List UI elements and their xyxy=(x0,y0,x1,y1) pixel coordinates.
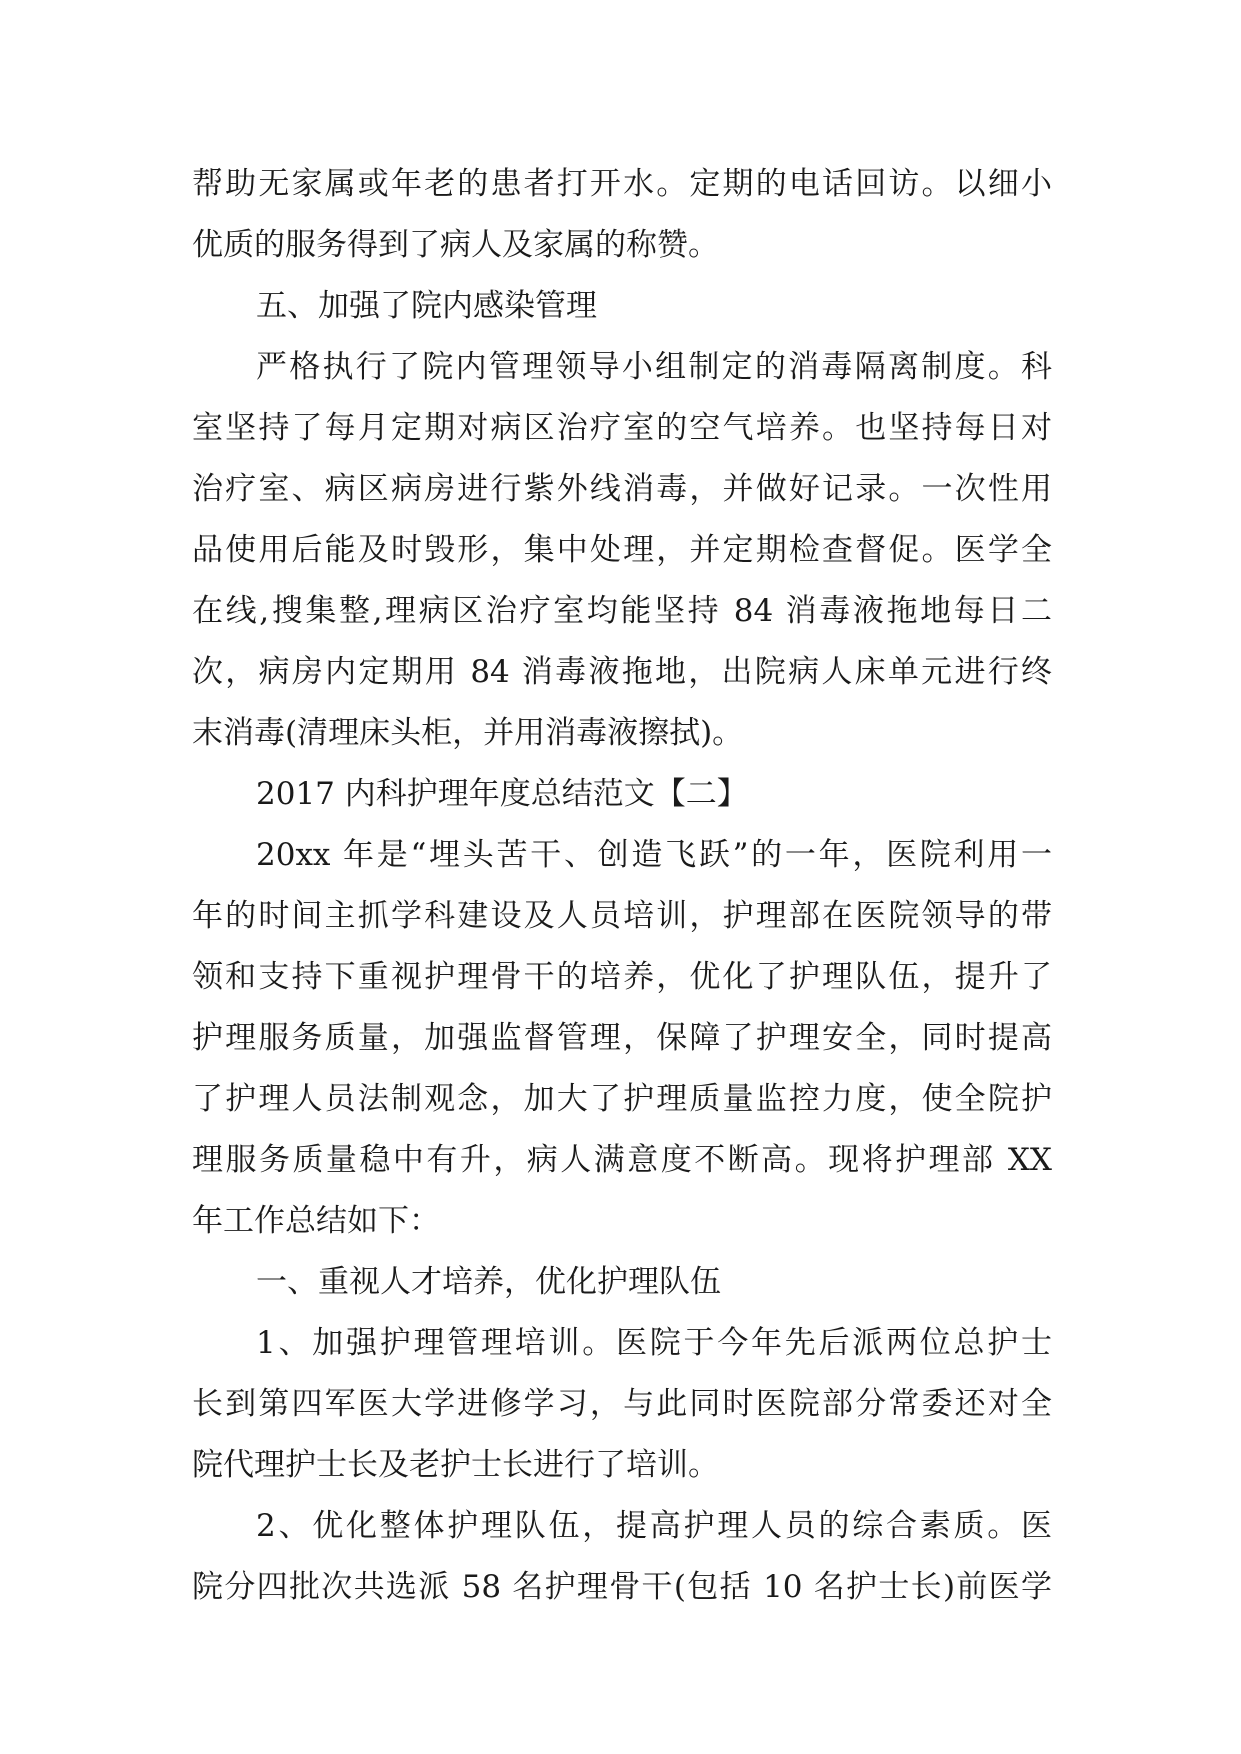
text-line: 帮助无家属或年老的患者打开水。定期的电话回访。以细小 xyxy=(192,166,1052,202)
text-line: 年的时间主抓学科建设及人员培训，护理部在医院领导的带 xyxy=(192,898,1052,934)
text-line: 年工作总结如下： xyxy=(192,1203,440,1239)
text-line: 优质的服务得到了病人及家属的称赞。 xyxy=(192,227,719,263)
text-line: 护理服务质量，加强监督管理，保障了护理安全，同时提高 xyxy=(192,1020,1052,1056)
document-page xyxy=(192,154,1052,1618)
text-line: 次，病房内定期用 84 消毒液拖地，出院病人床单元进行终 xyxy=(192,654,1052,690)
text-line: 室坚持了每月定期对病区治疗室的空气培养。也坚持每日对 xyxy=(192,410,1052,446)
text-line: 严格执行了院内管理领导小组制定的消毒隔离制度。科 xyxy=(256,349,1052,385)
text-line: 20xx 年是“埋头苦干、创造飞跃”的一年，医院利用一 xyxy=(256,837,1052,873)
text-line: 领和支持下重视护理骨干的培养，优化了护理队伍，提升了 xyxy=(192,959,1052,995)
article-title: 2017 内科护理年度总结范文【二】 xyxy=(256,776,748,812)
text-line: 末消毒(清理床头柜，并用消毒液擦拭)。 xyxy=(192,715,744,751)
text-line: 长到第四军医大学进修学习，与此同时医院部分常委还对全 xyxy=(192,1386,1052,1422)
text-line: 1、加强护理管理培训。医院于今年先后派两位总护士 xyxy=(256,1325,1052,1361)
text-line: 院分四批次共选派 58 名护理骨干(包括 10 名护士长)前医学 xyxy=(192,1569,1052,1605)
text-line: 治疗室、病区病房进行紫外线消毒，并做好记录。一次性用 xyxy=(192,471,1052,507)
text-line: 院代理护士长及老护士长进行了培训。 xyxy=(192,1447,719,1483)
text-line: 2、优化整体护理队伍，提高护理人员的综合素质。医 xyxy=(256,1508,1052,1544)
section-heading: 五、加强了院内感染管理 xyxy=(256,288,597,324)
section-heading: 一、重视人才培养，优化护理队伍 xyxy=(256,1264,721,1300)
text-line: 品使用后能及时毁形，集中处理，并定期检查督促。医学全 xyxy=(192,532,1052,568)
text-line: 了护理人员法制观念，加大了护理质量监控力度，使全院护 xyxy=(192,1081,1052,1117)
text-line: 在线,搜集整,理病区治疗室均能坚持 84 消毒液拖地每日二 xyxy=(192,593,1052,629)
text-line: 理服务质量稳中有升，病人满意度不断高。现将护理部 XX xyxy=(192,1142,1052,1178)
